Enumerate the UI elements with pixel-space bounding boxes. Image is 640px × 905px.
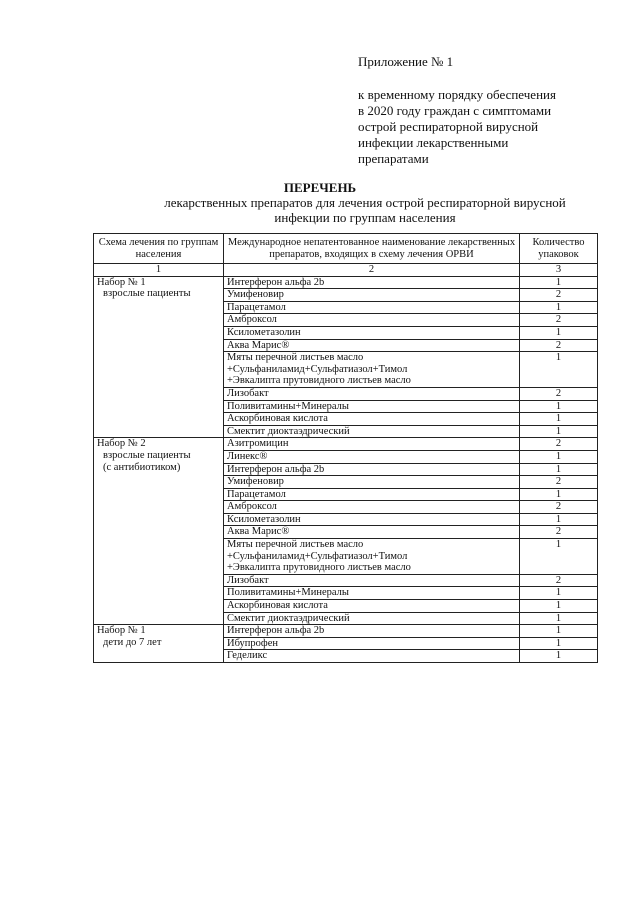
package-quantity: 2: [520, 339, 598, 352]
package-quantity: 2: [520, 574, 598, 587]
header-drug-name: Международное непатентованное наименование лекарственных препаратов, входящих в схему лечения ОРВИ: [224, 234, 520, 264]
header-quantity: Количество упаковок: [520, 234, 598, 264]
document-subtitle: [120, 195, 610, 225]
drug-name-cell: [224, 425, 520, 438]
drug-name: Умифеновир: [227, 289, 284, 301]
package-quantity: 1: [520, 450, 598, 463]
package-quantity: 1: [520, 600, 598, 613]
drug-name: Аква Марис®: [227, 526, 290, 538]
drug-name: +Эвкалипта прутовидного листьев масло: [227, 562, 411, 574]
group-description: взрослые пациенты: [103, 288, 191, 300]
package-quantity: 2: [520, 387, 598, 400]
table-row: [94, 276, 598, 289]
drug-name: Лизобакт: [227, 574, 269, 586]
drug-name: Амброксол: [227, 501, 277, 513]
drug-name-cell: [224, 387, 520, 400]
table-row: [94, 625, 598, 638]
drug-name-cell: [224, 587, 520, 600]
appendix-line: к временному порядку обеспечения: [358, 87, 556, 102]
package-quantity: 2: [520, 289, 598, 302]
header-scheme: Схема лечения по группам населения: [94, 234, 224, 264]
group-description: (с антибиотиком): [103, 461, 181, 473]
drug-name: Мяты перечной листьев масло: [227, 352, 364, 364]
drug-name: Лизобакт: [227, 387, 269, 399]
package-quantity: 1: [520, 612, 598, 625]
subtitle-line: инфекции по группам населения: [274, 210, 456, 225]
drug-name: Парацетамол: [227, 488, 286, 500]
appendix-title: Приложение № 1: [358, 54, 454, 69]
drug-name-cell: [224, 438, 520, 451]
drug-name: Аскорбиновая кислота: [227, 600, 328, 612]
drug-name: Парацетамол: [227, 301, 286, 313]
drug-name: Ксилометазолин: [227, 513, 301, 525]
drug-name: Интерферон альфа 2b: [227, 463, 325, 475]
column-number: 1: [94, 264, 224, 277]
package-quantity: 1: [520, 587, 598, 600]
drug-name: +Сульфаниламид+Сульфатиазол+Тимол: [227, 550, 408, 562]
drug-name-cell: [224, 513, 520, 526]
drug-name-cell: [224, 413, 520, 426]
package-quantity: 1: [520, 352, 598, 388]
document-title: ПЕРЕЧЕНЬ: [283, 180, 357, 195]
drug-name-cell: [224, 314, 520, 327]
package-quantity: 2: [520, 438, 598, 451]
column-number: 3: [520, 264, 598, 277]
drug-name-cell: [224, 526, 520, 539]
drug-name: Аскорбиновая кислота: [227, 413, 328, 425]
drug-name: +Эвкалипта прутовидного листьев масло: [227, 375, 411, 387]
package-quantity: 1: [520, 326, 598, 339]
drug-name-cell: [224, 612, 520, 625]
package-quantity: 1: [520, 301, 598, 314]
drug-name-cell: [224, 574, 520, 587]
package-quantity: 2: [520, 314, 598, 327]
table-header-row: [94, 234, 598, 264]
drug-name: Аква Марис®: [227, 339, 290, 351]
column-number-row: [94, 264, 598, 277]
appendix-line: острой респираторной вирусной: [358, 119, 539, 134]
drug-name-cell: [224, 301, 520, 314]
drug-name-cell: [224, 289, 520, 302]
appendix-block: [358, 54, 556, 167]
package-quantity: 1: [520, 539, 598, 575]
drug-name: +Сульфаниламид+Сульфатиазол+Тимол: [227, 363, 408, 375]
group-description: дети до 7 лет: [103, 636, 162, 648]
drug-name: Интерферон альфа 2b: [227, 625, 325, 637]
drug-name-cell: [224, 501, 520, 514]
drug-name: Смектит диоктаэдрический: [227, 425, 350, 437]
group-description: взрослые пациенты: [103, 449, 191, 461]
drug-name-cell: [224, 339, 520, 352]
group-name: Набор № 2: [97, 438, 146, 450]
drug-name: Геделикс: [227, 650, 268, 662]
drug-name-cell: [224, 476, 520, 489]
package-quantity: 1: [520, 413, 598, 426]
drug-name-cell: [224, 625, 520, 638]
drug-name: Поливитамины+Минералы: [227, 587, 349, 599]
appendix-line: препаратами: [358, 151, 429, 166]
drug-name-cell: [224, 400, 520, 413]
subtitle-line: лекарственных препаратов для лечения острой респираторной вирусной: [164, 195, 566, 210]
package-quantity: 1: [520, 625, 598, 638]
drug-name: Азитромицин: [227, 438, 289, 450]
package-quantity: 1: [520, 425, 598, 438]
treatment-group-cell: [94, 438, 224, 625]
drug-name: Мяты перечной листьев масло: [227, 539, 364, 551]
package-quantity: 1: [520, 650, 598, 663]
package-quantity: 1: [520, 637, 598, 650]
drug-name-cell: [224, 276, 520, 289]
treatment-group-cell: [94, 625, 224, 663]
package-quantity: 1: [520, 513, 598, 526]
drug-name-cell: [224, 326, 520, 339]
appendix-line: инфекции лекарственными: [358, 135, 509, 150]
drug-name-cell: [224, 650, 520, 663]
group-name: Набор № 1: [97, 625, 146, 637]
group-name: Набор № 1: [97, 276, 146, 288]
column-number: 2: [224, 264, 520, 277]
drug-name-cell: [224, 450, 520, 463]
package-quantity: 2: [520, 501, 598, 514]
drug-name-cell: [224, 600, 520, 613]
treatment-group-cell: [94, 276, 224, 438]
drug-name: Ибупрофен: [227, 637, 278, 649]
drug-name: Интерферон альфа 2b: [227, 276, 325, 288]
drug-name-cell: [224, 539, 520, 575]
drug-name: Ксилометазолин: [227, 326, 301, 338]
package-quantity: 2: [520, 476, 598, 489]
drug-name: Умифеновир: [227, 476, 284, 488]
package-quantity: 1: [520, 488, 598, 501]
drug-name-cell: [224, 463, 520, 476]
package-quantity: 1: [520, 463, 598, 476]
drug-name: Амброксол: [227, 314, 277, 326]
package-quantity: 2: [520, 526, 598, 539]
table-row: [94, 438, 598, 451]
table-body: [94, 276, 598, 662]
drug-name: Поливитамины+Минералы: [227, 400, 349, 412]
drug-name: Линекс®: [227, 450, 268, 462]
appendix-line: в 2020 году граждан с симптомами: [358, 103, 552, 118]
drug-name-cell: [224, 488, 520, 501]
medicine-table: [93, 233, 598, 663]
package-quantity: 1: [520, 400, 598, 413]
drug-name-cell: [224, 637, 520, 650]
drug-name: Смектит диоктаэдрический: [227, 612, 350, 624]
package-quantity: 1: [520, 276, 598, 289]
drug-name-cell: [224, 352, 520, 388]
